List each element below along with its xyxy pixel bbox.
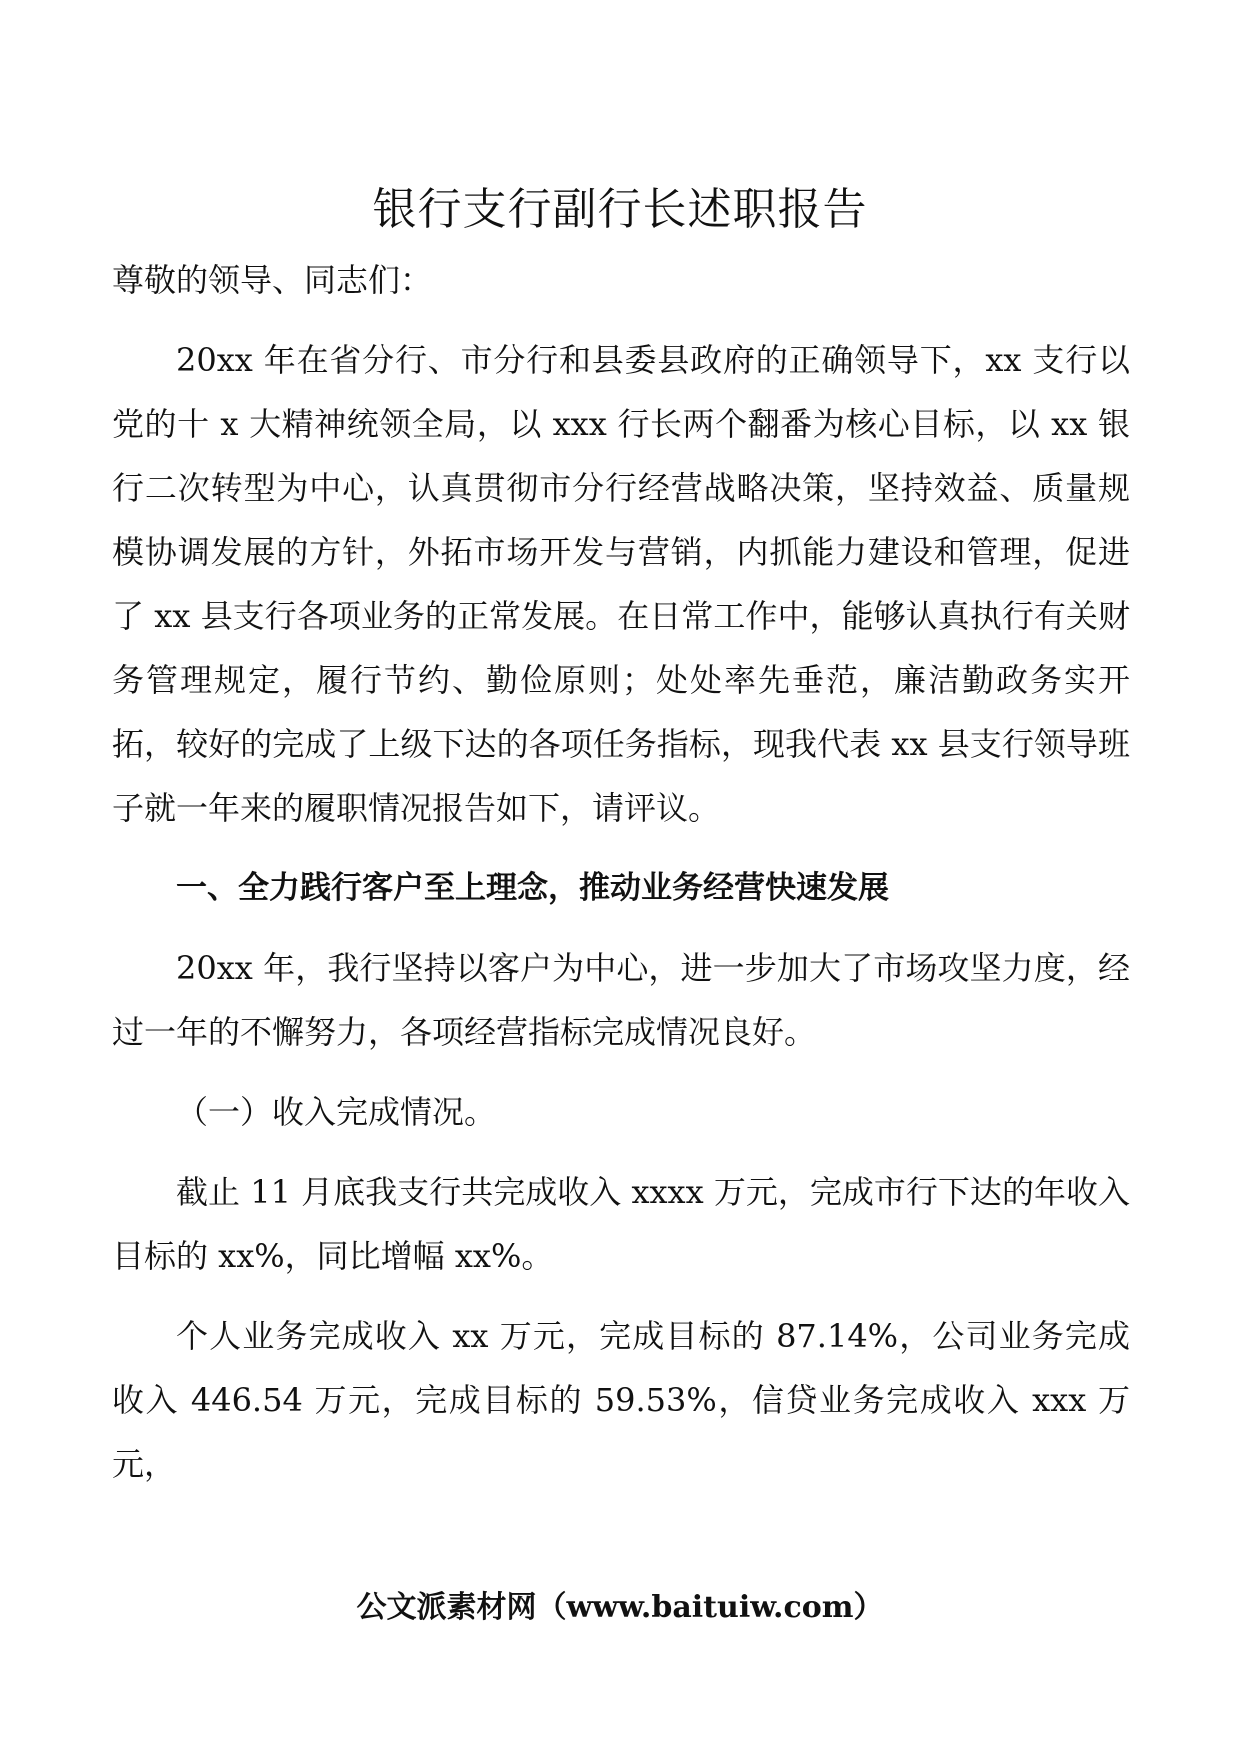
paragraph-business-income: 个人业务完成收入 xx 万元，完成目标的 87.14%，公司业务完成收入 446.54 万元，完成目标的 59.53%，信贷业务完成收入 xxx 万元，: [112, 1317, 1130, 1483]
paragraph-intro: 20xx 年在省分行、市分行和县委县政府的正确领导下，xx 支行以党的十 x 大精神统领全局，以 xxx 行长两个翻番为核心目标，以 xx 银行二次转型为中心，认真贯彻市分行经营战略决策，坚持效益、质量规模协调发展的方针，外拓市场开发与营销，内抓能力建设和管理，促进了 xx 县支行各项业务的正常发展。在日常工作中，能够认真执行有关财务管理规定，履行节约、勤俭原则；处处率先垂范，廉洁勤政务实开拓，较好的完成了上级下达的各项任务指标，现我代表 xx 县支行领导班子就一年来的履职情况报告如下，请评议。: [112, 341, 1130, 827]
footer-watermark: 公文派素材网（www.baituiw.com）: [356, 1590, 884, 1625]
document-title: 银行支行副行长述职报告: [372, 184, 868, 235]
section-heading: 一、全力践行客户至上理念，推动业务经营快速发展: [176, 870, 889, 906]
paragraph-income: 截止 11 月底我支行共完成收入 xxxx 万元，完成市行下达的年收入目标的 xx%，同比增幅 xx%。: [112, 1173, 1130, 1275]
subsection-heading: （一）收入完成情况。: [176, 1093, 497, 1131]
salutation: 尊敬的领导、同志们：: [112, 261, 433, 299]
paragraph-overview: 20xx 年，我行坚持以客户为中心，进一步加大了市场攻坚力度，经过一年的不懈努力，各项经营指标完成情况良好。: [112, 949, 1130, 1051]
document-body: [112, 248, 1130, 1496]
